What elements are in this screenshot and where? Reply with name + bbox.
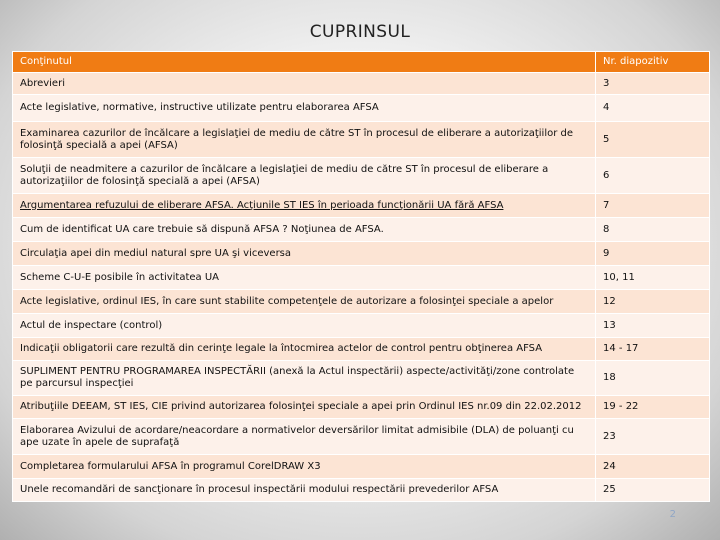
row-topic: Elaborarea Avizului de acordare/neacordare a normativelor deversărilor limitat admisibile (DLA) de poluanţi cu ape uzate în apele de suprafaţă bbox=[13, 419, 596, 455]
row-slide-number: 12 bbox=[596, 290, 710, 314]
row-topic: Scheme C-U-E posibile în activitatea UA bbox=[13, 266, 596, 290]
row-slide-number: 3 bbox=[596, 73, 710, 95]
row-topic: Completarea formularului AFSA în programul CorelDRAW X3 bbox=[13, 455, 596, 479]
row-slide-number: 13 bbox=[596, 314, 710, 338]
table-row bbox=[13, 73, 710, 95]
table-row bbox=[13, 455, 710, 479]
table-row bbox=[13, 290, 710, 314]
row-slide-number: 14 - 17 bbox=[596, 338, 710, 361]
table-row bbox=[13, 218, 710, 242]
row-topic: Cum de identificat UA care trebuie să dispună AFSA ? Noţiunea de AFSA. bbox=[13, 218, 596, 242]
row-slide-number: 6 bbox=[596, 158, 710, 194]
table-row bbox=[13, 314, 710, 338]
row-topic: Unele recomandări de sancţionare în procesul inspectării modului respectării prevederilor AFSA bbox=[13, 479, 596, 502]
row-topic bbox=[13, 194, 596, 218]
table-of-contents bbox=[12, 51, 710, 502]
row-topic-text: Argumentarea refuzului de eliberare AFSA. Acţiunile ST IES în perioada funcţionării UA fără AFSA bbox=[20, 199, 504, 211]
row-topic: Atribuţiile DEEAM, ST IES, CIE privind autorizarea folosinţei speciale a apei prin Ordinul IES nr.09 din 22.02.2012 bbox=[13, 396, 596, 419]
table-header-row bbox=[13, 52, 710, 73]
row-slide-number: 23 bbox=[596, 419, 710, 455]
row-slide-number: 18 bbox=[596, 361, 710, 396]
column-header-slide-number: Nr. diapozitiv bbox=[596, 52, 710, 73]
row-topic: Acte legislative, normative, instructive utilizate pentru elaborarea AFSA bbox=[13, 95, 596, 122]
table-row bbox=[13, 361, 710, 396]
table-row bbox=[13, 396, 710, 419]
row-topic: Abrevieri bbox=[13, 73, 596, 95]
row-topic: Indicaţii obligatorii care rezultă din cerinţe legale la întocmirea actelor de control pentru obţinerea AFSA bbox=[13, 338, 596, 361]
row-topic: Acte legislative, ordinul IES, în care sunt stabilite competenţele de autorizare a folosinţei speciale a apelor bbox=[13, 290, 596, 314]
page-number: 2 bbox=[669, 509, 676, 520]
row-slide-number: 19 - 22 bbox=[596, 396, 710, 419]
row-topic: Soluţii de neadmitere a cazurilor de încălcare a legislaţiei de mediu de către ST în procesul de eliberare a autorizaţiilor de folosinţă specială a apei (AFSA) bbox=[13, 158, 596, 194]
row-slide-number: 24 bbox=[596, 455, 710, 479]
table-row bbox=[13, 479, 710, 502]
row-slide-number: 10, 11 bbox=[596, 266, 710, 290]
row-topic: Circulaţia apei din mediul natural spre UA şi viceversa bbox=[13, 242, 596, 266]
table-row bbox=[13, 338, 710, 361]
table-row bbox=[13, 266, 710, 290]
column-header-content: Conţinutul bbox=[13, 52, 596, 73]
slide-title: CUPRINSUL bbox=[309, 22, 411, 42]
row-topic: Actul de inspectare (control) bbox=[13, 314, 596, 338]
row-topic: Examinarea cazurilor de încălcare a legislaţiei de mediu de către ST în procesul de eliberare a autorizaţiilor de folosinţă specială a apei (AFSA) bbox=[13, 122, 596, 158]
table-row bbox=[13, 242, 710, 266]
table-row bbox=[13, 122, 710, 158]
row-slide-number: 25 bbox=[596, 479, 710, 502]
row-slide-number: 5 bbox=[596, 122, 710, 158]
row-slide-number: 4 bbox=[596, 95, 710, 122]
table-row bbox=[13, 194, 710, 218]
row-slide-number: 8 bbox=[596, 218, 710, 242]
row-slide-number: 9 bbox=[596, 242, 710, 266]
row-topic: SUPLIMENT PENTRU PROGRAMAREA INSPECTĂRII (anexă la Actul inspectării) aspecte/activităţi/zone controlate pe parcursul inspecţiei bbox=[13, 361, 596, 396]
table-row bbox=[13, 419, 710, 455]
table-row bbox=[13, 95, 710, 122]
row-slide-number: 7 bbox=[596, 194, 710, 218]
table-row bbox=[13, 158, 710, 194]
